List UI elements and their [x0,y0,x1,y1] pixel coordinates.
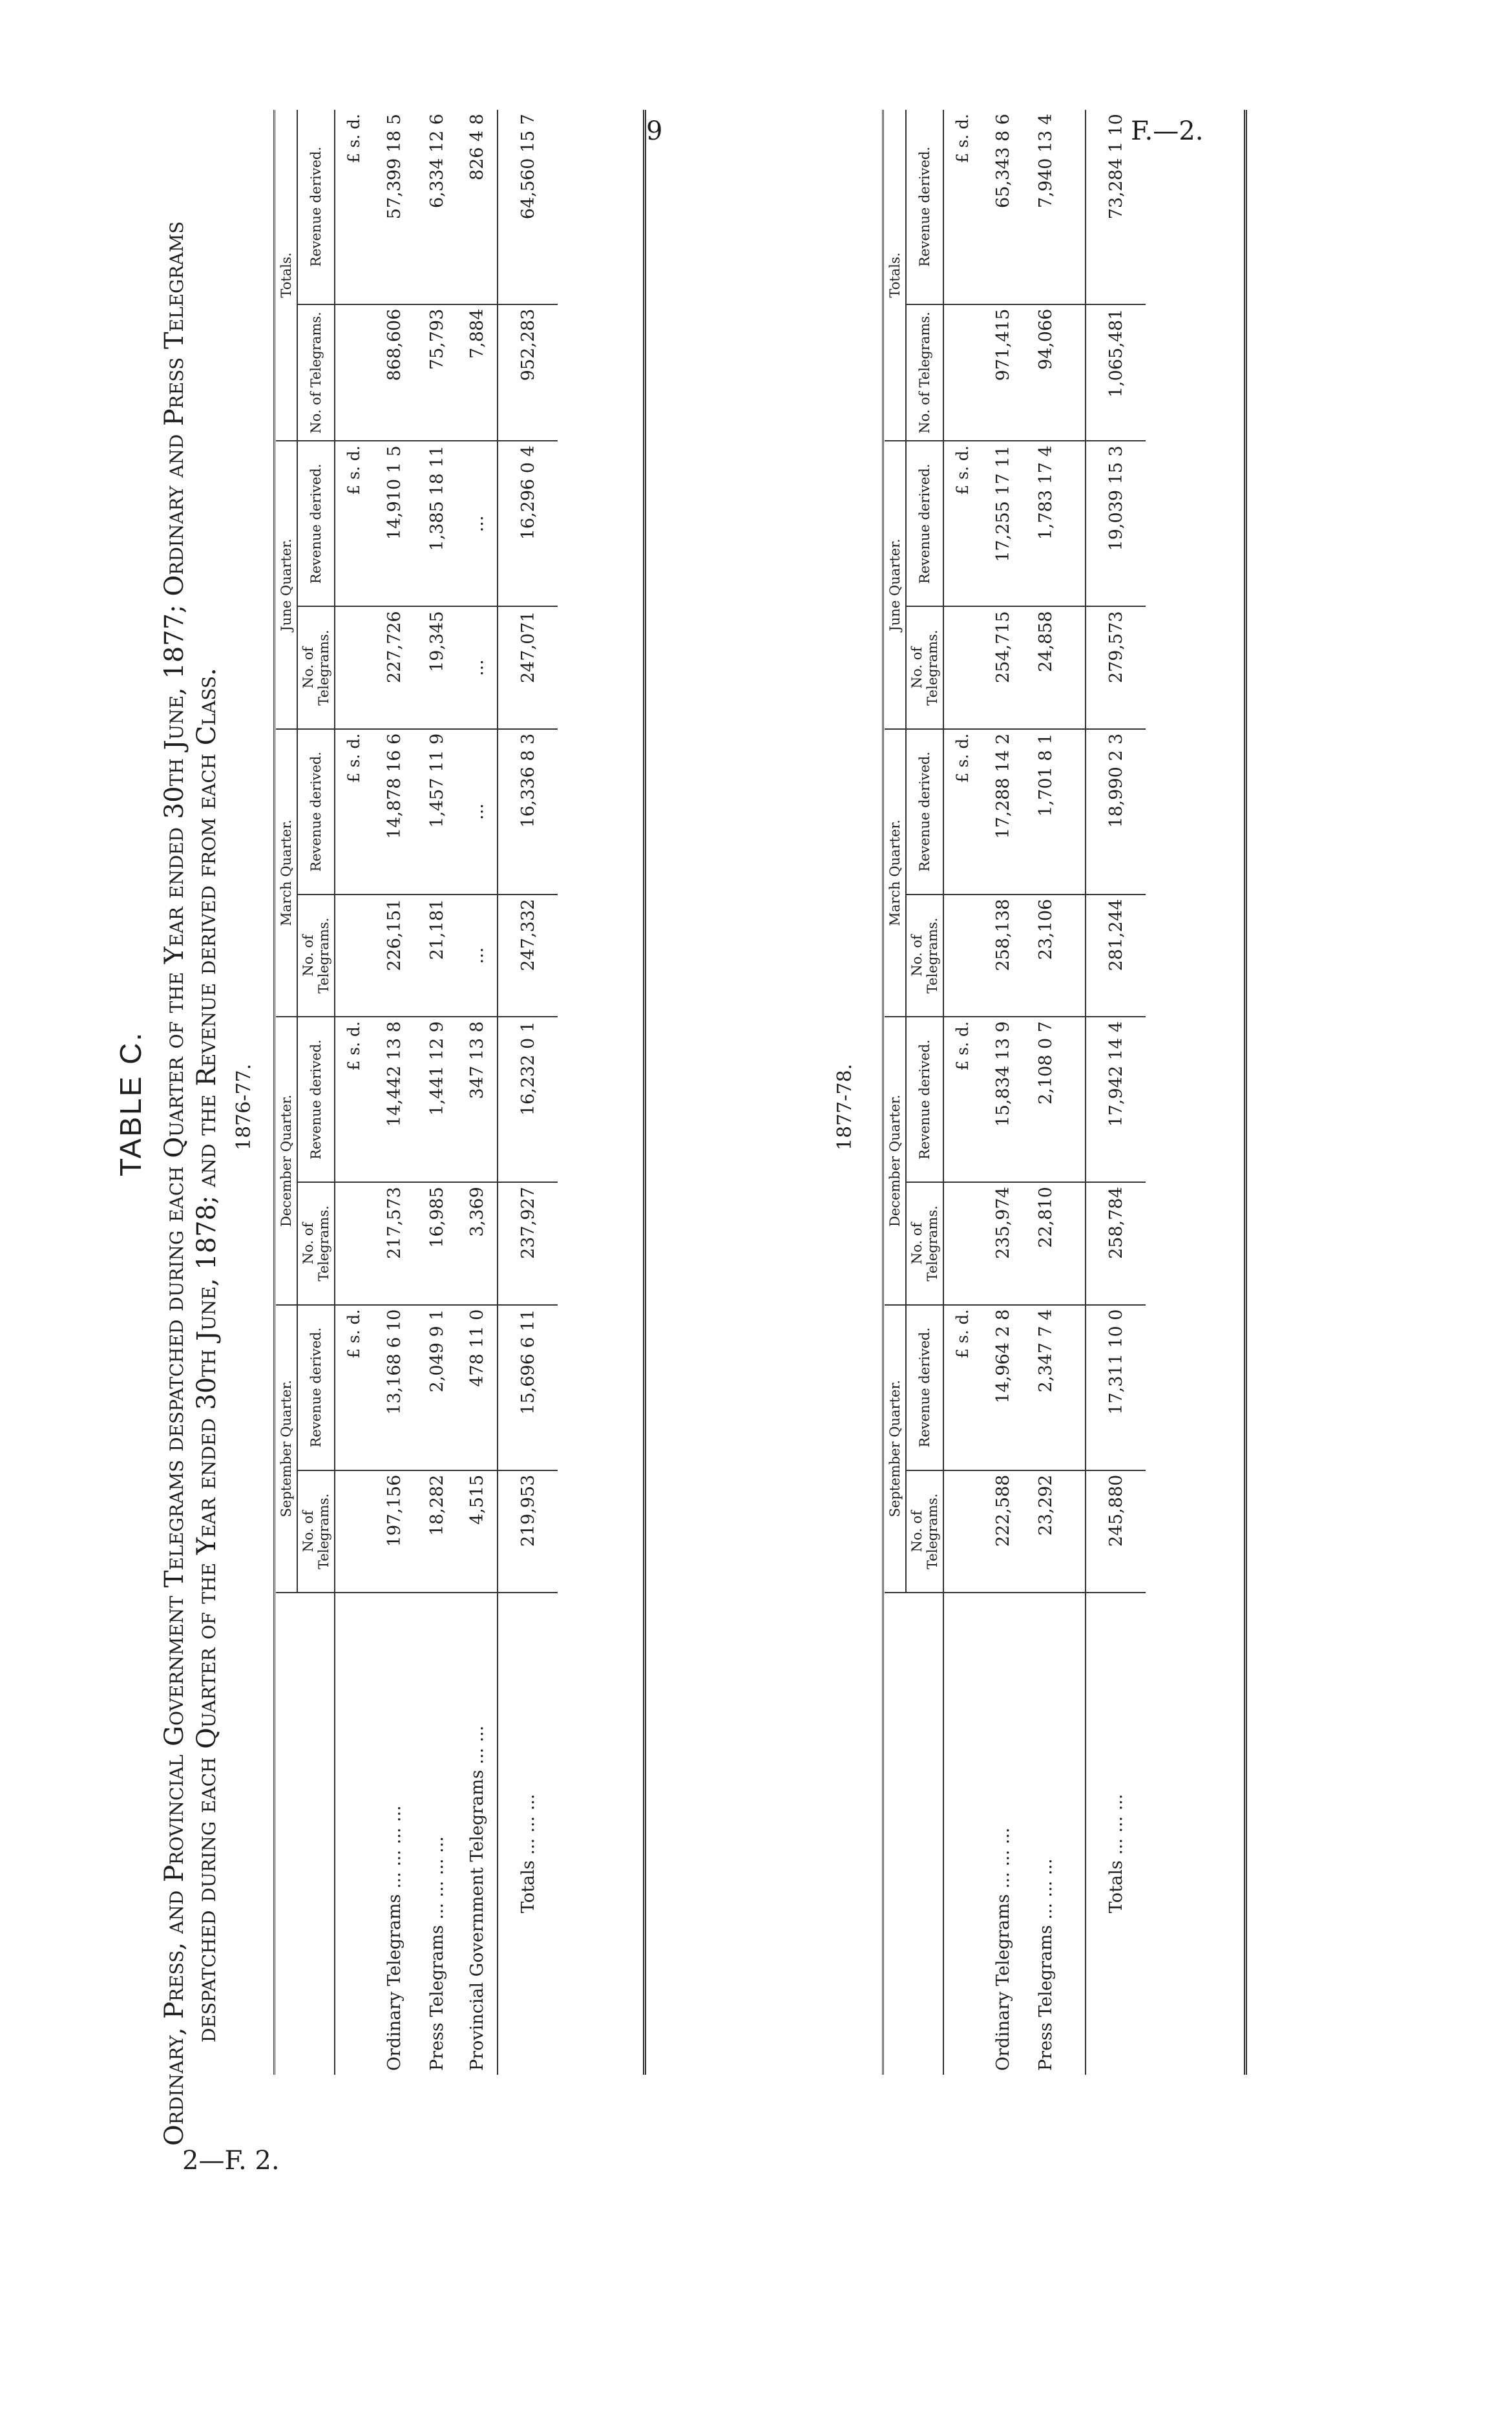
cell: 217,573 [372,1182,417,1304]
cell: 226,151 [372,895,417,1017]
revenue-header: Revenue derived. [297,441,335,606]
cell: 6,334 12 6 [417,110,457,304]
jun-quarter-header: June Quarter. [276,441,297,728]
units-label: £ s. d. [943,1305,980,1470]
cell: 94,066 [1025,304,1066,441]
cell: 235,974 [980,1182,1025,1304]
cell: 17,311 10 0 [1086,1305,1146,1470]
cell: 237,927 [498,1182,558,1304]
units-label: £ s. d. [335,1305,372,1470]
table-heading-line-2: despatched during each Quarter of the Year ended 30th June, 1878; and the Revenue derived from each Class. [192,668,222,2042]
sep-quarter-header: September Quarter. [885,1305,906,1593]
year-label-1877-78: 1877-78. [834,1063,856,1150]
row-label: Press Telegrams ... ... ... [1035,1858,1056,2071]
cell: 16,336 8 3 [498,729,558,895]
revenue-header: Revenue derived. [297,729,335,895]
no-of-header: No. of Telegrams. [297,895,335,1017]
cell: 75,793 [417,304,457,441]
no-of-header: No. of Telegrams. [906,1470,943,1593]
cell: 16,985 [417,1182,457,1304]
table-1876-77-top-rule [273,110,275,2075]
cell: 23,106 [1025,895,1066,1017]
totals-header: Totals. [885,110,906,441]
table-title: TABLE C. [114,1030,147,1176]
table-1877-78 [885,110,1146,2075]
row-label: Ordinary Telegrams ... ... ... [992,1827,1013,2071]
revenue-header: Revenue derived. [906,110,943,304]
cell: 23,292 [1025,1470,1066,1593]
row-label: Press Telegrams ... ... ... ... [426,1836,447,2071]
table-row [1025,110,1066,2075]
cell: 65,343 8 6 [980,110,1025,304]
no-of-header: No. of Telegrams. [906,304,943,441]
totals-label: Totals ... ... ... [498,1593,558,2075]
cell: 2,049 9 1 [417,1305,457,1470]
sep-quarter-header: September Quarter. [276,1305,297,1593]
stub-header [276,1593,335,2075]
units-label: £ s. d. [335,110,372,304]
page-number: 9 [646,116,663,146]
cell: 219,953 [498,1470,558,1593]
cell: ... [457,441,498,606]
no-of-header: No. of Telegrams. [906,1182,943,1304]
table-1877-78-bottom-rule [1244,110,1247,2075]
units-label: £ s. d. [943,441,980,606]
units-label: £ s. d. [335,729,372,895]
revenue-header: Revenue derived. [906,441,943,606]
cell: 868,606 [372,304,417,441]
cell: ... [457,895,498,1017]
revenue-header: Revenue derived. [906,1305,943,1470]
cell: 1,701 8 1 [1025,729,1066,895]
cell: 279,573 [1086,606,1146,728]
cell: 16,296 0 4 [498,441,558,606]
cell: 281,244 [1086,895,1146,1017]
no-of-header: No. of Telegrams. [906,895,943,1017]
table-row [417,110,457,2075]
cell: 245,880 [1086,1470,1146,1593]
cell: 2,347 7 4 [1025,1305,1066,1470]
footer-reference: 2—F. 2. [182,2146,280,2176]
cell: 2,108 0 7 [1025,1017,1066,1182]
cell: 1,065,481 [1086,304,1146,441]
cell: 4,515 [457,1470,498,1593]
cell: 17,255 17 11 [980,441,1025,606]
units-label: £ s. d. [943,1017,980,1182]
year-label-1876-77: 1876-77. [233,1063,255,1150]
cell: 18,990 2 3 [1086,729,1146,895]
table-1876-77-bottom-rule [643,110,646,2075]
units-label: £ s. d. [943,110,980,304]
no-of-header: No. of Telegrams. [297,606,335,728]
totals-label: Totals ... ... ... [1086,1593,1146,2075]
cell: 971,415 [980,304,1025,441]
no-of-header: No. of Telegrams. [297,1470,335,1593]
revenue-header: Revenue derived. [297,1305,335,1470]
cell: 197,156 [372,1470,417,1593]
cell: 64,560 15 7 [498,110,558,304]
cell: 222,588 [980,1470,1025,1593]
cell: 254,715 [980,606,1025,728]
cell: 952,283 [498,304,558,441]
cell: 19,345 [417,606,457,728]
cell: 17,942 14 4 [1086,1017,1146,1182]
row-label: Ordinary Telegrams ... ... ... ... [384,1805,404,2071]
stub-header [885,1593,943,2075]
table-row [372,110,417,2075]
table-row [980,110,1025,2075]
cell: 15,834 13 9 [980,1017,1025,1182]
no-of-header: No. of Telegrams. [906,606,943,728]
dec-quarter-header: December Quarter. [885,1017,906,1304]
no-of-header: No. of Telegrams. [297,1182,335,1304]
cell: 347 13 8 [457,1017,498,1182]
cell: 1,783 17 4 [1025,441,1066,606]
mar-quarter-header: March Quarter. [276,729,297,1017]
jun-quarter-header: June Quarter. [885,441,906,728]
revenue-header: Revenue derived. [906,1017,943,1182]
cell: 24,858 [1025,606,1066,728]
totals-header: Totals. [276,110,297,441]
cell: 258,784 [1086,1182,1146,1304]
cell: 7,940 13 4 [1025,110,1066,304]
cell: 14,442 13 8 [372,1017,417,1182]
table-1876-77 [276,110,558,2075]
revenue-header: Revenue derived. [297,110,335,304]
rotated-table-page [107,26,1512,2159]
mar-quarter-header: March Quarter. [885,729,906,1017]
cell: 1,441 12 9 [417,1017,457,1182]
cell: ... [457,729,498,895]
cell: 21,181 [417,895,457,1017]
cell: 1,457 11 9 [417,729,457,895]
revenue-header: Revenue derived. [297,1017,335,1182]
cell: 22,810 [1025,1182,1066,1304]
cell: 14,878 16 6 [372,729,417,895]
cell: 13,168 6 10 [372,1305,417,1470]
cell: ... [457,606,498,728]
no-of-header: No. of Telegrams. [297,304,335,441]
cell: 57,399 18 5 [372,110,417,304]
cell: 247,332 [498,895,558,1017]
cell: 258,138 [980,895,1025,1017]
cell: 16,232 0 1 [498,1017,558,1182]
totals-row [1086,110,1146,2075]
cell: 14,910 1 5 [372,441,417,606]
units-label: £ s. d. [335,441,372,606]
totals-row [498,110,558,2075]
cell: 227,726 [372,606,417,728]
table-1877-78-top-rule [882,110,884,2075]
cell: 73,284 1 10 [1086,110,1146,304]
cell: 247,071 [498,606,558,728]
table-heading-line-1: Ordinary, Press, and Provincial Government Telegrams despatched during each Quarter of the Year ended 30th June, 1877; Ordinary and Press Telegrams [160,221,189,2146]
cell: 14,964 2 8 [980,1305,1025,1470]
cell: 3,369 [457,1182,498,1304]
cell: 7,884 [457,304,498,441]
table-row [457,110,498,2075]
revenue-header: Revenue derived. [906,729,943,895]
cell: 826 4 8 [457,110,498,304]
cell: 19,039 15 3 [1086,441,1146,606]
dec-quarter-header: December Quarter. [276,1017,297,1304]
cell: 1,385 18 11 [417,441,457,606]
units-label: £ s. d. [335,1017,372,1182]
units-label: £ s. d. [943,729,980,895]
cell: 18,282 [417,1470,457,1593]
cell: 478 11 0 [457,1305,498,1470]
header-reference: F.—2. [1131,116,1204,146]
cell: 17,288 14 2 [980,729,1025,895]
cell: 15,696 6 11 [498,1305,558,1470]
row-label: Provincial Government Telegrams ... ... [467,1725,487,2071]
